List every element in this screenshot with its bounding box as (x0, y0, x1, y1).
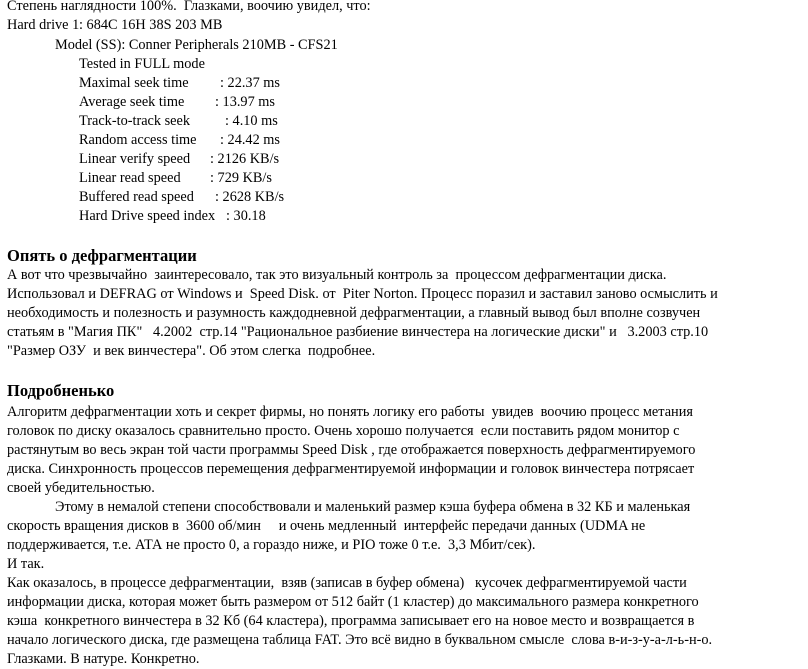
paragraph-line: "Размер ОЗУ и век винчестера". Об этом слегка подробнее. (7, 343, 376, 359)
spec-value: : 13.97 ms (215, 94, 275, 110)
paragraph-line: скорость вращения дисков в 3600 об/мин и очень медленный интерфейс передачи данных (UDMA не (7, 518, 646, 534)
drive-label: Hard drive 1 (7, 17, 80, 33)
paragraph-line: своей убедительностью. (7, 480, 155, 496)
paragraph-line: Алгоритм дефрагментации хоть и секрет фирмы, но понять логику его работы увидев воочию процесс метания (7, 404, 693, 420)
paragraph-line-indented: Этому в немалой степени способствовали и маленький размер кэша буфера обмена в 32 КБ и маленькая (55, 499, 691, 515)
spec-label: Linear verify speed (79, 151, 191, 167)
spec-row (79, 207, 266, 226)
spec-row (79, 188, 284, 207)
drive-test-mode: Tested in FULL mode (79, 56, 205, 72)
drive-line (7, 16, 222, 35)
spec-value: : 24.42 ms (220, 132, 280, 148)
spec-value: : 2126 KB/s (210, 151, 280, 167)
paragraph-line: необходимость и полезность и разумность каждодневной дефрагментации, а главный вывод был вполне созвучен (7, 305, 701, 321)
spec-row (79, 93, 275, 112)
spec-label: Track-to-track seek (79, 113, 191, 129)
spec-label: Maximal seek time (79, 75, 189, 91)
paragraph-line: головок по диску оказалось сравнительно просто. Очень хорошо получается если поставить рядом монитор с (7, 423, 680, 439)
drive-model: Model (SS): Conner Peripherals 210MB - CFS21 (55, 37, 338, 53)
spec-value: : 30.18 (226, 208, 266, 224)
paragraph-line: кэша конкретного винчестера в 32 Кб (64 кластера), программа записывает его на новое место и возвращается в (7, 613, 695, 629)
paragraph-line: растянутым во весь экран той части программы Speed Disk , где отображается поверхность дефрагментируемого (7, 442, 696, 458)
paragraph-line: Как оказалось, в процессе дефрагментации, взяв (записав в буфер обмена) кусочек дефрагментируемой части (7, 575, 687, 591)
section-heading-details: Подробненько (7, 381, 115, 400)
paragraph-line: информации диска, которая может быть размером от 512 байт (1 кластер) до максимального размера конкретного (7, 594, 699, 610)
paragraph-line: статьям в "Магия ПК" 4.2002 стр.14 "Рациональное разбиение винчестера на логические диски" и 3.2003 стр.10 (7, 324, 709, 340)
paragraph-line: И так. (7, 556, 45, 572)
paragraph-line: начало логического диска, где размещена таблица FAT. Это всё видно в буквальном смысле слова в-и-з-у-а-л-ь-н-о. (7, 632, 713, 648)
spec-value: : 4.10 ms (225, 113, 278, 129)
intro-line: Степень наглядности 100%. Глазками, воочию увидел, что: (7, 0, 371, 14)
paragraph-line: поддерживается, т.е. АТА не просто 0, а гораздо ниже, и PIO тоже 0 т.е. 3,3 Мбит/сек). (7, 537, 536, 553)
drive-geometry: : 684C 16H 38S 203 MB (79, 17, 223, 33)
paragraph-line: А вот что чрезвычайно заинтересовало, так это визуальный контроль за процессом дефрагментации диска. (7, 267, 667, 283)
section-heading-defrag: Опять о дефрагментации (7, 246, 197, 265)
spec-label: Average seek time (79, 94, 185, 110)
spec-label: Linear read speed (79, 170, 181, 186)
spec-label: Buffered read speed (79, 189, 194, 205)
paragraph-line: диска. Синхронность процессов перемещения дефрагментируемой информации и головок винчестера потрясает (7, 461, 695, 477)
spec-value: : 729 KB/s (210, 170, 272, 186)
paragraph-line: Использовал и DEFRAG от Windows и Speed Disk. от Piter Norton. Процесс поразил и заставил заново осмыслить и (7, 286, 718, 302)
spec-value: : 2628 KB/s (215, 189, 285, 205)
spec-row (79, 74, 280, 93)
spec-row (79, 150, 279, 169)
spec-label: Hard Drive speed index (79, 208, 216, 224)
paragraph-line: Глазками. В натуре. Конкретно. (7, 651, 200, 667)
spec-row (79, 112, 278, 131)
spec-row (79, 169, 272, 188)
spec-label: Random access time (79, 132, 197, 148)
spec-row (79, 131, 280, 150)
spec-value: : 22.37 ms (220, 75, 280, 91)
